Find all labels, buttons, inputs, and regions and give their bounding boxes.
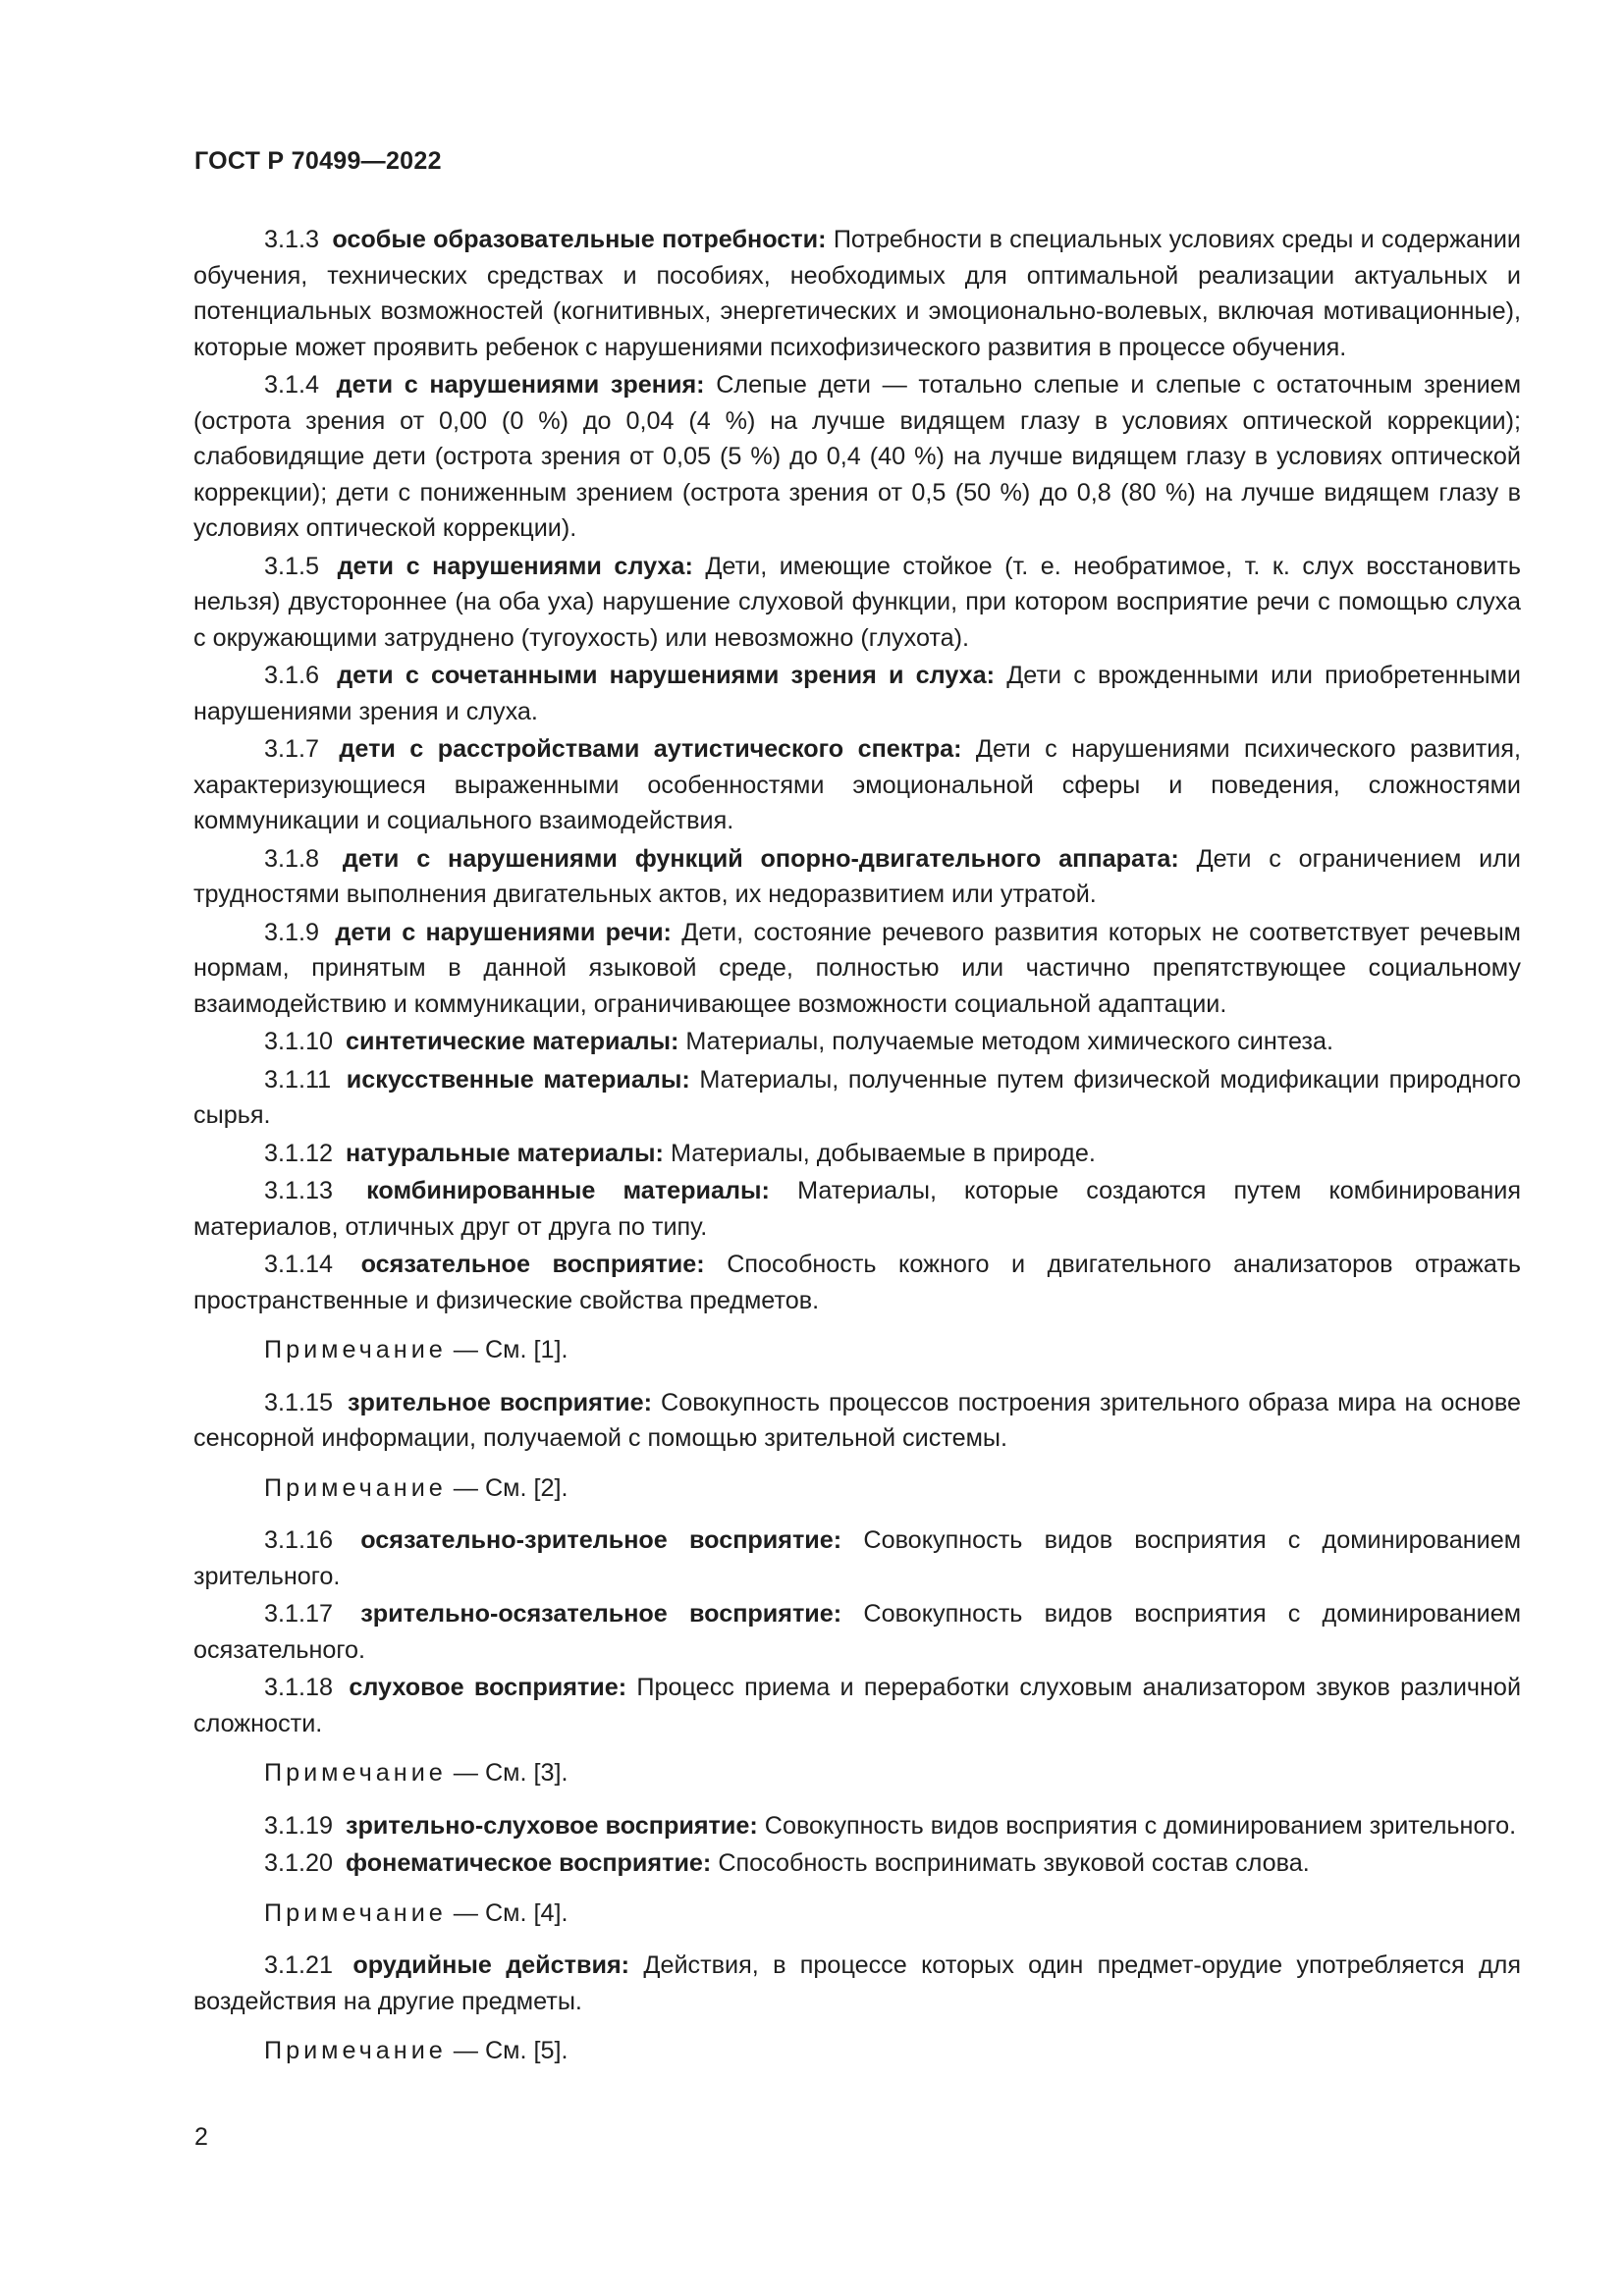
definition-text: Совокупность видов восприятия с доминированием осязательного. [193,1600,1522,1664]
note-text: — См. [5]. [446,2037,568,2064]
definition-number: 3.1.15 [264,1388,334,1416]
definition-number: 3.1.10 [264,1028,334,1055]
definition-term: фонематическое восприятие: [346,1849,712,1877]
definition-number: 3.1.19 [264,1811,334,1840]
note-label: Примечание [264,1336,447,1363]
definition-text: Совокупность видов восприятия с доминированием зрительного. [764,1811,1517,1840]
definition-term: дети с нарушениями зрения: [336,371,705,399]
definition-number: 3.1.9 [264,918,320,946]
note-text: — См. [3]. [446,1759,568,1787]
document-id-header: ГОСТ Р 70499—2022 [194,147,442,175]
note-text: — См. [1]. [446,1336,568,1363]
definition-number: 3.1.3 [264,226,320,253]
definition-text: Процесс приема и переработки слуховым анализатором звуков различной сложности. [193,1674,1522,1737]
definition-3-1-9 [193,915,1521,1023]
definition-3-1-18 [193,1670,1521,1741]
definition-term: зрительное восприятие: [348,1388,653,1416]
definition-number: 3.1.8 [264,844,320,873]
note-1 [193,1332,1521,1368]
definition-number: 3.1.18 [264,1674,334,1701]
definition-3-1-16 [193,1522,1521,1594]
definition-number: 3.1.14 [264,1251,334,1278]
definition-text: Слепые дети — тотально слепые и слепые с остаточным зрением (острота зрения от 0,00 (0 %) до 0,04 (4 %) на лучше видящем глазу в условиях оптической коррекции); слабовидящие дети (острота зрения от 0,05 (5 %) до 0,4 (40 %) на лучше видящем глазу в условиях оптической коррекции); дети с пониженным зрением (острота зрения от 0,5 (50 %) до 0,8 (80 %) на лучше видящем глазу в условиях оптической коррекции). [193,371,1522,542]
definition-number: 3.1.4 [264,371,320,399]
note-label: Примечание [264,2037,447,2064]
definition-term: осязательно-зрительное восприятие: [360,1526,842,1554]
definition-number: 3.1.20 [264,1849,334,1877]
definition-3-1-7 [193,731,1521,839]
definition-text: Дети, состояние речевого развития которых не соответствует речевым нормам, принятым в данной языковой среде, полностью или частично препятствующее социальному взаимодействию и коммуникации, ограничивающее возможности социальной адаптации. [193,918,1522,1018]
definition-3-1-20 [193,1845,1521,1882]
definition-text: Материалы, добываемые в природе. [670,1139,1096,1167]
definition-number: 3.1.6 [264,662,320,689]
definition-3-1-21 [193,1948,1521,2019]
definition-term: дети с нарушениями речи: [335,918,672,946]
definition-text: Действия, в процессе которых один предмет-орудие употребляется для воздействия на другие предметы. [193,1951,1522,2015]
definition-term: синтетические материалы: [346,1028,679,1055]
definition-term: зрительно-слуховое восприятие: [346,1811,758,1840]
definition-term: натуральные материалы: [346,1139,664,1167]
note-label: Примечание [264,1759,447,1787]
definition-number: 3.1.21 [264,1951,334,1979]
definition-3-1-14 [193,1247,1521,1318]
definition-text: Материалы, которые создаются путем комбинирования материалов, отличных друг от друга по типу. [193,1177,1522,1241]
page-number: 2 [194,2123,208,2151]
definition-term: искусственные материалы: [346,1065,690,1094]
definition-number: 3.1.16 [264,1526,334,1554]
definition-term: орудийные действия: [352,1951,630,1979]
definition-3-1-4 [193,367,1521,547]
definition-text: Способность кожного и двигательного анализаторов отражать пространственные и физические свойства предметов. [193,1251,1521,1314]
definition-text: Дети с врожденными или приобретенными нарушениями зрения и слуха. [193,662,1521,725]
definition-number: 3.1.11 [264,1065,332,1094]
definition-3-1-13 [193,1173,1521,1245]
definition-term: осязательное восприятие: [360,1251,705,1278]
definition-text: Совокупность процессов построения зрительного образа мира на основе сенсорной информации, получаемой с помощью зрительной системы. [193,1388,1522,1452]
definition-term: слуховое восприятие: [349,1674,627,1701]
note-text: — См. [2]. [446,1473,568,1502]
definition-number: 3.1.7 [264,735,320,763]
definition-3-1-8 [193,841,1521,913]
definition-term: дети с расстройствами аутистического спектра: [339,735,962,763]
definition-3-1-10 [193,1024,1521,1060]
definition-term: дети с нарушениями функций опорно-двигательного аппарата: [342,844,1179,873]
note-label: Примечание [264,1898,447,1927]
note-text: — См. [4]. [446,1898,568,1927]
definition-term: особые образовательные потребности: [332,226,827,253]
definition-term: дети с сочетанными нарушениями зрения и слуха: [337,662,996,689]
definition-number: 3.1.12 [264,1139,334,1167]
definition-text: Способность воспринимать звуковой состав слова. [718,1849,1310,1877]
definition-term: дети с нарушениями слуха: [337,552,693,580]
definition-term: комбинированные материалы: [366,1177,770,1204]
definition-3-1-5 [193,549,1521,657]
note-label: Примечание [264,1473,447,1502]
definition-3-1-11 [193,1062,1521,1134]
definition-number: 3.1.5 [264,552,320,580]
definition-text: Дети с ограничением или трудностями выполнения двигательных актов, их недоразвитием или утратой. [193,844,1521,908]
definition-3-1-6 [193,658,1521,729]
note-5 [193,2033,1521,2069]
definition-text: Дети, имеющие стойкое (т. е. необратимое, т. к. слух восстановить нельзя) двустороннее (на оба уха) нарушение слуховой функции, при котором восприятие речи с помощью слуха с окружающими затруднено (тугоухость) или невозможно (глухота). [193,552,1521,652]
definition-text: Материалы, получаемые методом химического синтеза. [685,1028,1333,1055]
note-2 [193,1470,1521,1507]
definition-3-1-15 [193,1385,1521,1457]
definition-number: 3.1.13 [264,1177,334,1204]
definition-text: Потребности в специальных условиях среды и содержании обучения, технических средствах и пособиях, необходимых для оптимальной реализации актуальных и потенциальных возможностей (когнитивных, энергетических и эмоционально-волевых, включая мотивационные), которые может проявить ребенок с нарушениями психофизического развития в процессе обучения. [193,226,1521,361]
definition-3-1-3 [193,222,1521,365]
definition-3-1-19 [193,1808,1521,1844]
definition-3-1-17 [193,1596,1521,1668]
note-4 [193,1896,1521,1932]
definition-text: Совокупность видов восприятия с доминированием зрительного. [193,1526,1522,1590]
definition-text: Материалы, полученные путем физической модификации природного сырья. [193,1065,1522,1129]
definition-number: 3.1.17 [264,1600,334,1628]
definitions-section [193,222,1521,2086]
definition-text: Дети с нарушениями психического развития, характеризующиеся выраженными особенностями эмоциональной сферы и поведения, сложностями коммуникации и социального взаимодействия. [193,735,1521,834]
definition-term: зрительно-осязательное восприятие: [360,1600,842,1628]
note-3 [193,1755,1521,1791]
definition-3-1-12 [193,1136,1521,1172]
